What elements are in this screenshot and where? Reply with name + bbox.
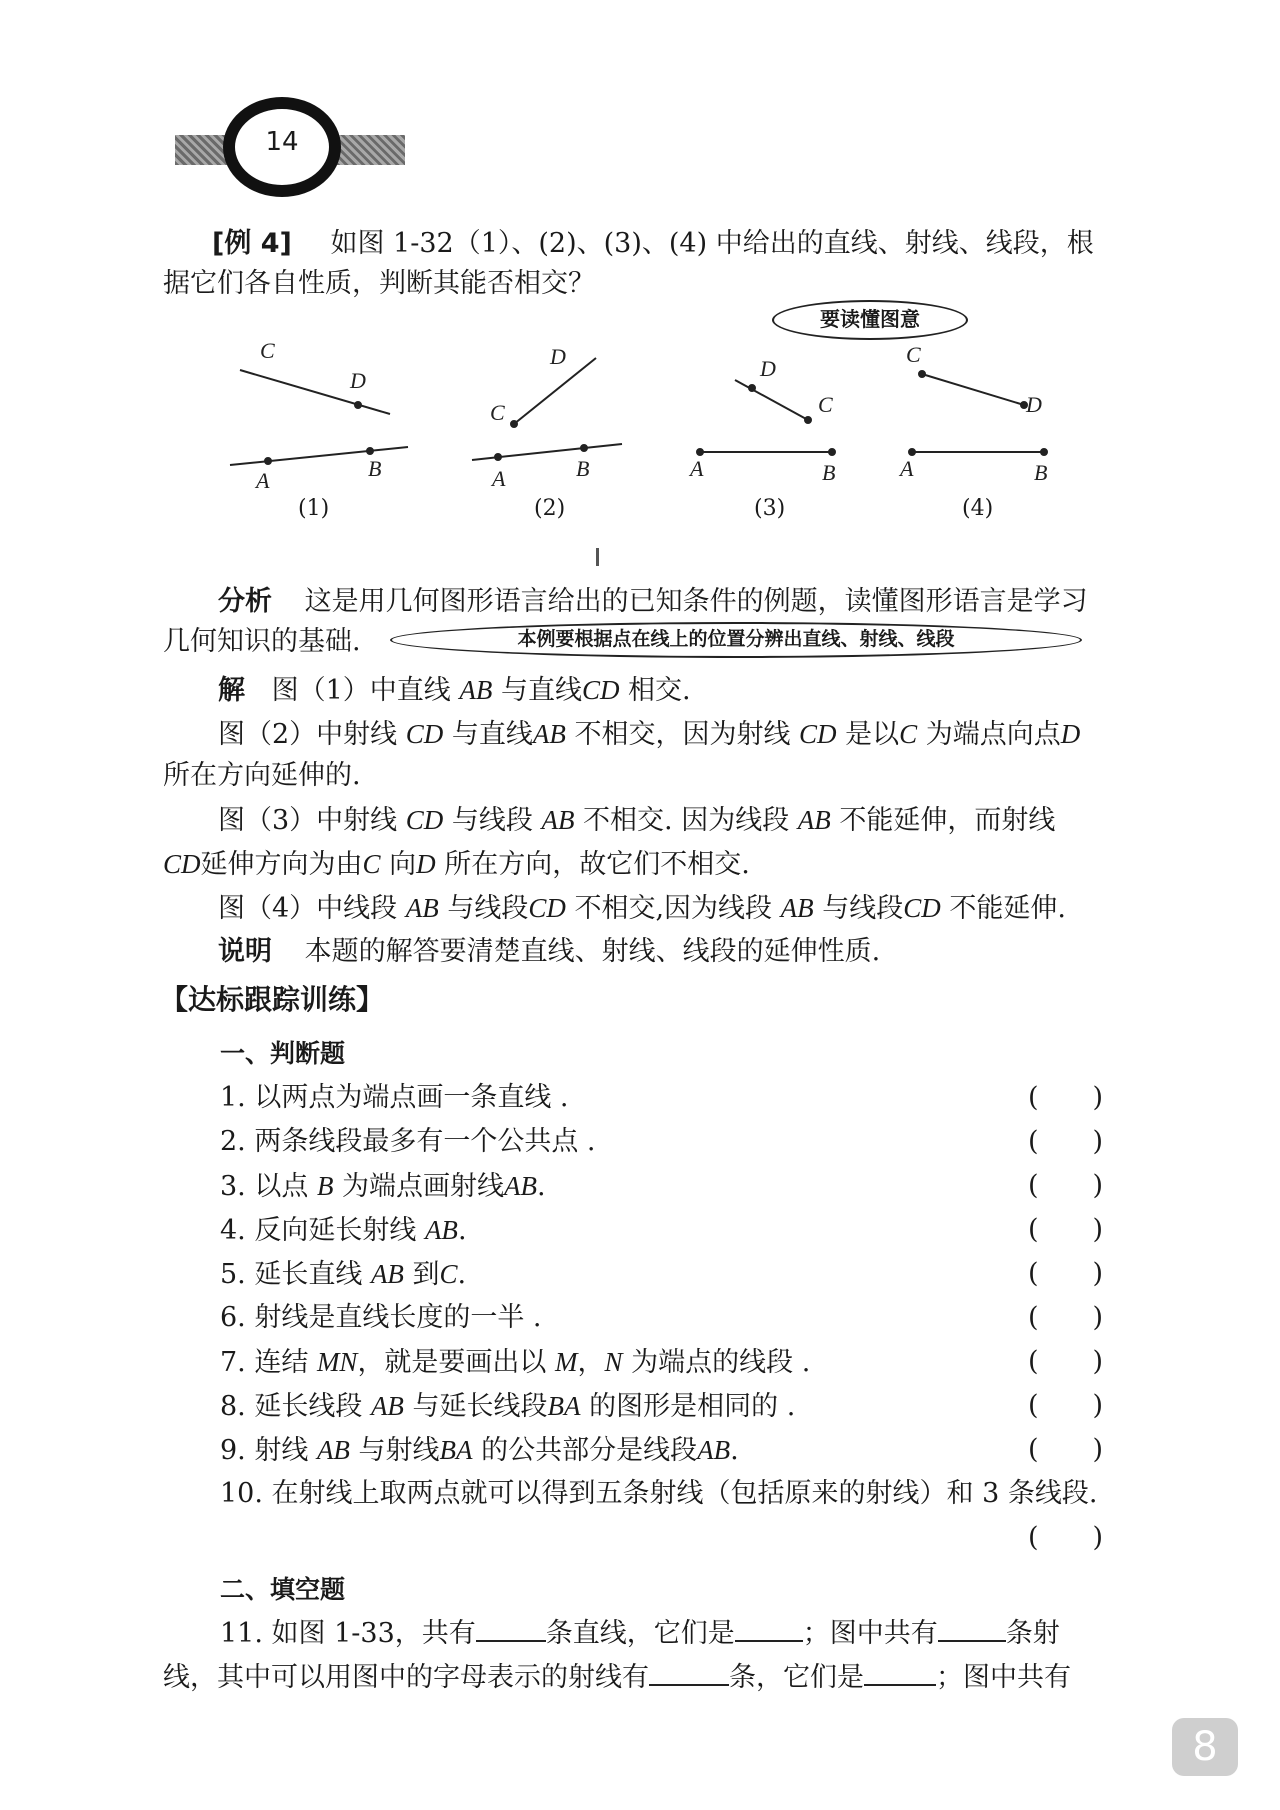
fig1-label-c: C — [260, 338, 275, 363]
judge-9-t4: 的公共部分是线段 — [472, 1435, 698, 1466]
example-tag: [例 4] — [212, 228, 292, 259]
fig2-point-c — [511, 421, 517, 427]
fill-q11-line-1 — [220, 1614, 1060, 1654]
answer-paren-4[interactable]: ( ) — [1028, 1214, 1104, 1245]
answer-paren-9[interactable]: ( ) — [1028, 1434, 1104, 1465]
q11-text-f: 条，它们是 — [729, 1662, 864, 1693]
q11-blank-1[interactable] — [476, 1614, 546, 1642]
sol2-t2: 与直线 — [443, 719, 533, 750]
answer-paren-1[interactable]: ( ) — [1028, 1082, 1104, 1113]
judge-item-9 — [220, 1430, 739, 1471]
q11-text-e: 线，其中可以用图中的字母表示的射线有 — [163, 1662, 649, 1693]
judge-5-v1: AB — [370, 1259, 404, 1289]
sol5-t1: 延伸方向为由 — [200, 849, 363, 880]
fig3-label-d: D — [760, 356, 776, 381]
q11-text-c: ；图中共有 — [802, 1618, 938, 1649]
caption-1: (1) — [298, 496, 330, 521]
sol1-text-3: 相交. — [619, 675, 691, 706]
fig1-label-d: D — [350, 368, 366, 393]
training-title: 【达标跟踪训练】 — [160, 983, 385, 1016]
fig2-label-d: D — [550, 344, 566, 369]
explanation-text: 本题的解答要清楚直线、射线、线段的延伸性质. — [304, 936, 881, 967]
analysis-label: 分析 — [218, 586, 272, 617]
figure-1-32 — [0, 330, 1280, 493]
sol2-t8: 为端点向点 — [917, 719, 1061, 750]
sol2-t4: 不相交，因为射线 — [565, 719, 800, 750]
sol1-var-cd: CD — [581, 675, 620, 705]
fig3-label-b: B — [822, 460, 836, 485]
judge-2-text: 2. 两条线段最多有一个公共点 . — [220, 1126, 596, 1157]
sol2-v9: D — [1060, 719, 1081, 749]
sol4-t6: 不能延伸，而射线 — [830, 805, 1056, 836]
sol1-var-ab: AB — [459, 675, 493, 705]
fig1-label-a: A — [256, 468, 270, 493]
judge-item-10 — [220, 1474, 1097, 1514]
fig4-label-a: A — [900, 456, 914, 481]
judge-9-t6: . — [730, 1435, 739, 1466]
solution-line-2 — [218, 714, 1080, 755]
judge-9-v1: AB — [316, 1435, 350, 1465]
judge-3-t4: . — [537, 1171, 546, 1202]
judge-7-t0: 7. 连结 — [220, 1347, 317, 1378]
fig1-point-b — [367, 448, 373, 454]
q11-text-b: 条直线，它们是 — [545, 1618, 735, 1649]
fig2-label-a: A — [492, 466, 506, 491]
sol4-t0: 图（3）中射线 — [218, 805, 406, 836]
sol2-v5: CD — [799, 719, 837, 749]
fig1-label-b: B — [368, 456, 382, 481]
sol4-v1: CD — [405, 805, 444, 835]
sol5-t5: 所在方向，故它们不相交. — [435, 849, 750, 880]
read-figure-note: 要读懂图意 — [772, 300, 968, 340]
sol6-t2: 与线段 — [438, 893, 529, 924]
judge-9-v3: BA — [439, 1435, 473, 1465]
judge-3-t0: 3. 以点 — [220, 1171, 317, 1202]
judge-10-text: 10. 在射线上取两点就可以得到五条射线（包括原来的射线）和 3 条线段. — [220, 1478, 1098, 1509]
page-number: 14 — [265, 127, 299, 157]
sol2-v1: CD — [405, 719, 444, 749]
judge-9-t2: 与射线 — [349, 1435, 440, 1466]
sol4-t4: 不相交. 因为线段 — [574, 805, 798, 836]
judge-9-v5: AB — [697, 1435, 731, 1465]
q11-text-g: ；图中共有 — [936, 1662, 1071, 1693]
explanation-label: 说明 — [218, 936, 272, 967]
sol6-t6: 与线段 — [813, 893, 904, 924]
q11-blank-4[interactable] — [649, 1658, 729, 1686]
answer-paren-2[interactable]: ( ) — [1028, 1126, 1104, 1157]
judge-4-t0: 4. 反向延长射线 — [220, 1215, 425, 1246]
sol4-t2: 与线段 — [443, 805, 542, 836]
judge-item-3 — [220, 1166, 546, 1207]
fig4-point-a — [909, 449, 915, 455]
judge-8-v3: BA — [547, 1391, 581, 1421]
judge-5-t4: . — [457, 1259, 467, 1290]
judge-3-v1: B — [316, 1171, 334, 1201]
judge-item-8 — [220, 1386, 795, 1427]
analysis-line-1 — [218, 582, 1088, 622]
section1-title: 一、判断题 — [220, 1039, 346, 1068]
page-number-badge — [175, 95, 405, 205]
fig4-label-b: B — [1034, 460, 1048, 485]
sol4-v5: AB — [797, 805, 831, 835]
sol2-v3: AB — [532, 719, 566, 749]
sol2-t6: 是以 — [836, 719, 900, 750]
fig3-point-d — [749, 385, 755, 391]
judge-7-t4: ， — [577, 1347, 605, 1378]
fig3-point-a — [697, 449, 703, 455]
answer-paren-6[interactable]: ( ) — [1028, 1302, 1104, 1333]
example-text-1: 如图 1-32（1）、(2)、(3)、(4) 中给出的直线、射线、线段，根 — [330, 228, 1094, 259]
fig2-label-c: C — [490, 400, 505, 425]
fig4-point-c — [919, 371, 925, 377]
judge-item-7 — [220, 1342, 810, 1383]
judge-7-v3: M — [555, 1347, 578, 1377]
sol5-v0: CD — [163, 849, 201, 879]
sol6-v3: CD — [528, 893, 566, 923]
fig2-label-b: B — [576, 456, 590, 481]
sol2-t0: 图（2）中射线 — [218, 719, 406, 750]
sol6-t4: 不相交,因为线段 — [565, 893, 781, 924]
sol2-v7: C — [899, 719, 918, 749]
sol6-t8: 不能延伸. — [940, 893, 1066, 924]
fig3-point-c — [805, 417, 811, 423]
sol1-text-2: 与直线 — [492, 675, 582, 706]
solution-line-6 — [218, 888, 1066, 929]
fig4-point-b — [1041, 449, 1047, 455]
judge-7-v1: MN — [316, 1347, 358, 1377]
sol5-v2: C — [362, 849, 381, 879]
page-indicator-badge: 8 — [1172, 1718, 1238, 1776]
sol5-t3: 向 — [380, 849, 417, 880]
judge-5-t2: 到 — [403, 1259, 440, 1290]
caption-3: (3) — [754, 496, 786, 521]
judge-7-t2: ，就是要画出以 — [357, 1347, 556, 1378]
section2-title: 二、填空题 — [220, 1575, 346, 1604]
judge-9-t0: 9. 射线 — [220, 1435, 317, 1466]
q11-text-d: 条射 — [1005, 1618, 1060, 1649]
fig1-line-cd — [240, 370, 390, 414]
caption-4: (4) — [962, 496, 994, 521]
fill-q11-line-2 — [163, 1658, 1071, 1698]
example-line-1 — [212, 224, 1094, 264]
judge-item-2 — [220, 1122, 596, 1162]
solution-line-3: 所在方向延伸的. — [163, 760, 361, 791]
sol6-t0: 图（4）中线段 — [218, 893, 406, 924]
judge-8-v1: AB — [370, 1391, 404, 1421]
judge-7-t6: 为端点的线段 . — [622, 1347, 811, 1378]
judge-8-t2: 与延长线段 — [403, 1391, 548, 1422]
fig1-point-a — [265, 458, 271, 464]
judge-4-t2: . — [457, 1215, 467, 1246]
explanation — [218, 932, 880, 972]
solution-line-4 — [218, 800, 1055, 841]
solution-label: 解 — [218, 675, 245, 706]
answer-paren-7[interactable]: ( ) — [1028, 1346, 1104, 1377]
judge-6-text: 6. 射线是直线长度的一半 . — [220, 1302, 542, 1333]
sol1-text: 图（1）中直线 — [271, 675, 460, 706]
sol5-v4: D — [416, 849, 436, 879]
sol4-v3: AB — [541, 805, 575, 835]
judge-4-v1: AB — [424, 1215, 458, 1245]
fig3-ray-dc — [735, 380, 808, 420]
judge-3-t2: 为端点画射线 — [333, 1171, 505, 1202]
sol6-v7: CD — [903, 893, 941, 923]
q11-blank-3[interactable] — [938, 1614, 1006, 1642]
fig3-label-c: C — [818, 392, 833, 417]
analysis-note: 本例要根据点在线上的位置分辨出直线、射线、线段 — [390, 622, 1082, 658]
fig4-segment-cd — [922, 374, 1024, 405]
fig4-label-c: C — [906, 342, 921, 367]
judge-item-4 — [220, 1210, 467, 1251]
judge-7-v5: N — [604, 1347, 623, 1377]
analysis-text-1: 这是用几何图形语言给出的已知条件的例题，读懂图形语言是学习 — [304, 586, 1088, 617]
analysis-text-2: 几何知识的基础. — [163, 626, 361, 657]
q11-blank-2[interactable] — [735, 1614, 803, 1642]
fig1-point-d — [355, 402, 361, 408]
judge-item-1 — [220, 1078, 569, 1118]
fig4-label-d: D — [1026, 392, 1042, 417]
fig2-point-a — [495, 454, 501, 460]
caption-2: (2) — [534, 496, 566, 521]
judge-8-t4: 的图形是相同的 . — [580, 1391, 796, 1422]
solution-line-5 — [163, 844, 750, 885]
fig3-point-b — [829, 449, 835, 455]
judge-item-5 — [220, 1254, 466, 1295]
judge-5-t0: 5. 延长直线 — [220, 1259, 371, 1290]
answer-paren-8[interactable]: ( ) — [1028, 1390, 1104, 1421]
judge-3-v3: AB — [504, 1171, 538, 1201]
answer-paren-5[interactable]: ( ) — [1028, 1258, 1104, 1289]
fig2-point-b — [581, 445, 587, 451]
q11-text-a: 11. 如图 1-33，共有 — [220, 1618, 476, 1649]
fig3-label-a: A — [690, 456, 704, 481]
judge-1-text: 1. 以两点为端点画一条直线 . — [220, 1082, 569, 1113]
answer-paren-3[interactable]: ( ) — [1028, 1170, 1104, 1201]
judge-8-t0: 8. 延长线段 — [220, 1391, 371, 1422]
example-text-2: 据它们各自性质，判断其能否相交？ — [163, 268, 595, 299]
scan-mark — [596, 548, 599, 566]
solution-line-1 — [218, 670, 691, 711]
sol6-v5: AB — [780, 893, 814, 923]
answer-paren-10[interactable]: ( ) — [1028, 1522, 1104, 1553]
judge-item-6 — [220, 1298, 542, 1338]
sol6-v1: AB — [405, 893, 439, 923]
q11-blank-5[interactable] — [864, 1658, 936, 1686]
judge-5-v3: C — [439, 1259, 458, 1289]
